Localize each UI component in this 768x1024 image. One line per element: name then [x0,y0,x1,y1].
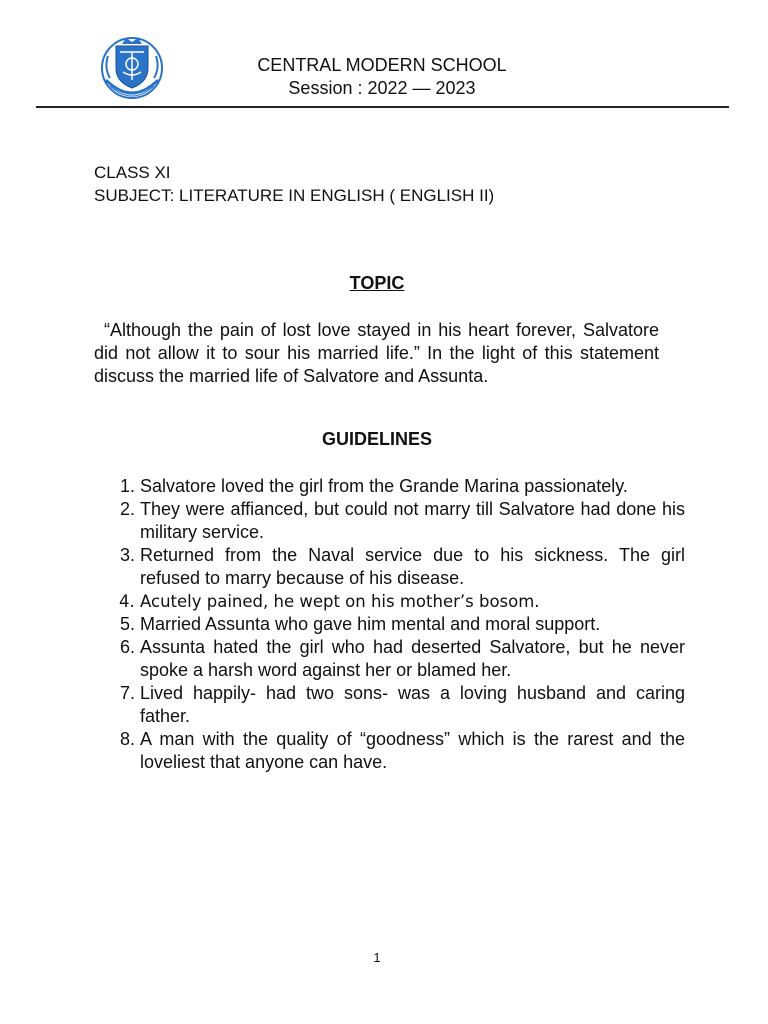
header-divider [36,106,729,108]
guideline-item: 7. Lived happily- had two sons- was a loving husband and caring father. [140,682,685,728]
document-header [180,54,584,100]
guideline-item: 8. A man with the quality of “goodness” which is the rarest and the loveliest that anyone can have. [140,728,685,774]
guidelines-list [114,475,685,774]
page-number: 1 [373,950,381,965]
class-subject-block [94,161,494,207]
guidelines-heading: GUIDELINES [321,429,432,449]
class-label: CLASS XI [94,163,171,182]
topic-statement: “Although the pain of lost love stayed in his heart forever, Salvatore did not allow it to sour his married life.” In the light of this statement discuss the married life of Salvatore and Assunta. [94,320,659,386]
guideline-item: 4. Acutely pained, he wept on his mother’s bosom. [140,590,685,613]
guideline-item: 5. Married Assunta who gave him mental and moral support. [140,613,685,636]
guideline-item: 3. Returned from the Naval service due to his sickness. The girl refused to marry because of his disease. [140,544,685,590]
guideline-item: 6. Assunta hated the girl who had deserted Salvatore, but he never spoke a harsh word against her or blamed her. [140,636,685,682]
session-label: Session : 2022 — 2023 [288,78,476,98]
school-name: CENTRAL MODERN SCHOOL [257,55,507,75]
school-crest-icon [96,34,168,106]
subject-label: SUBJECT: LITERATURE IN ENGLISH ( ENGLISH II) [94,186,495,205]
school-logo [96,34,168,106]
guideline-item: 2. They were affianced, but could not marry till Salvatore had done his military service. [140,498,685,544]
topic-heading: TOPIC [349,273,405,293]
guideline-item: 1. Salvatore loved the girl from the Grande Marina passionately. [140,475,685,498]
